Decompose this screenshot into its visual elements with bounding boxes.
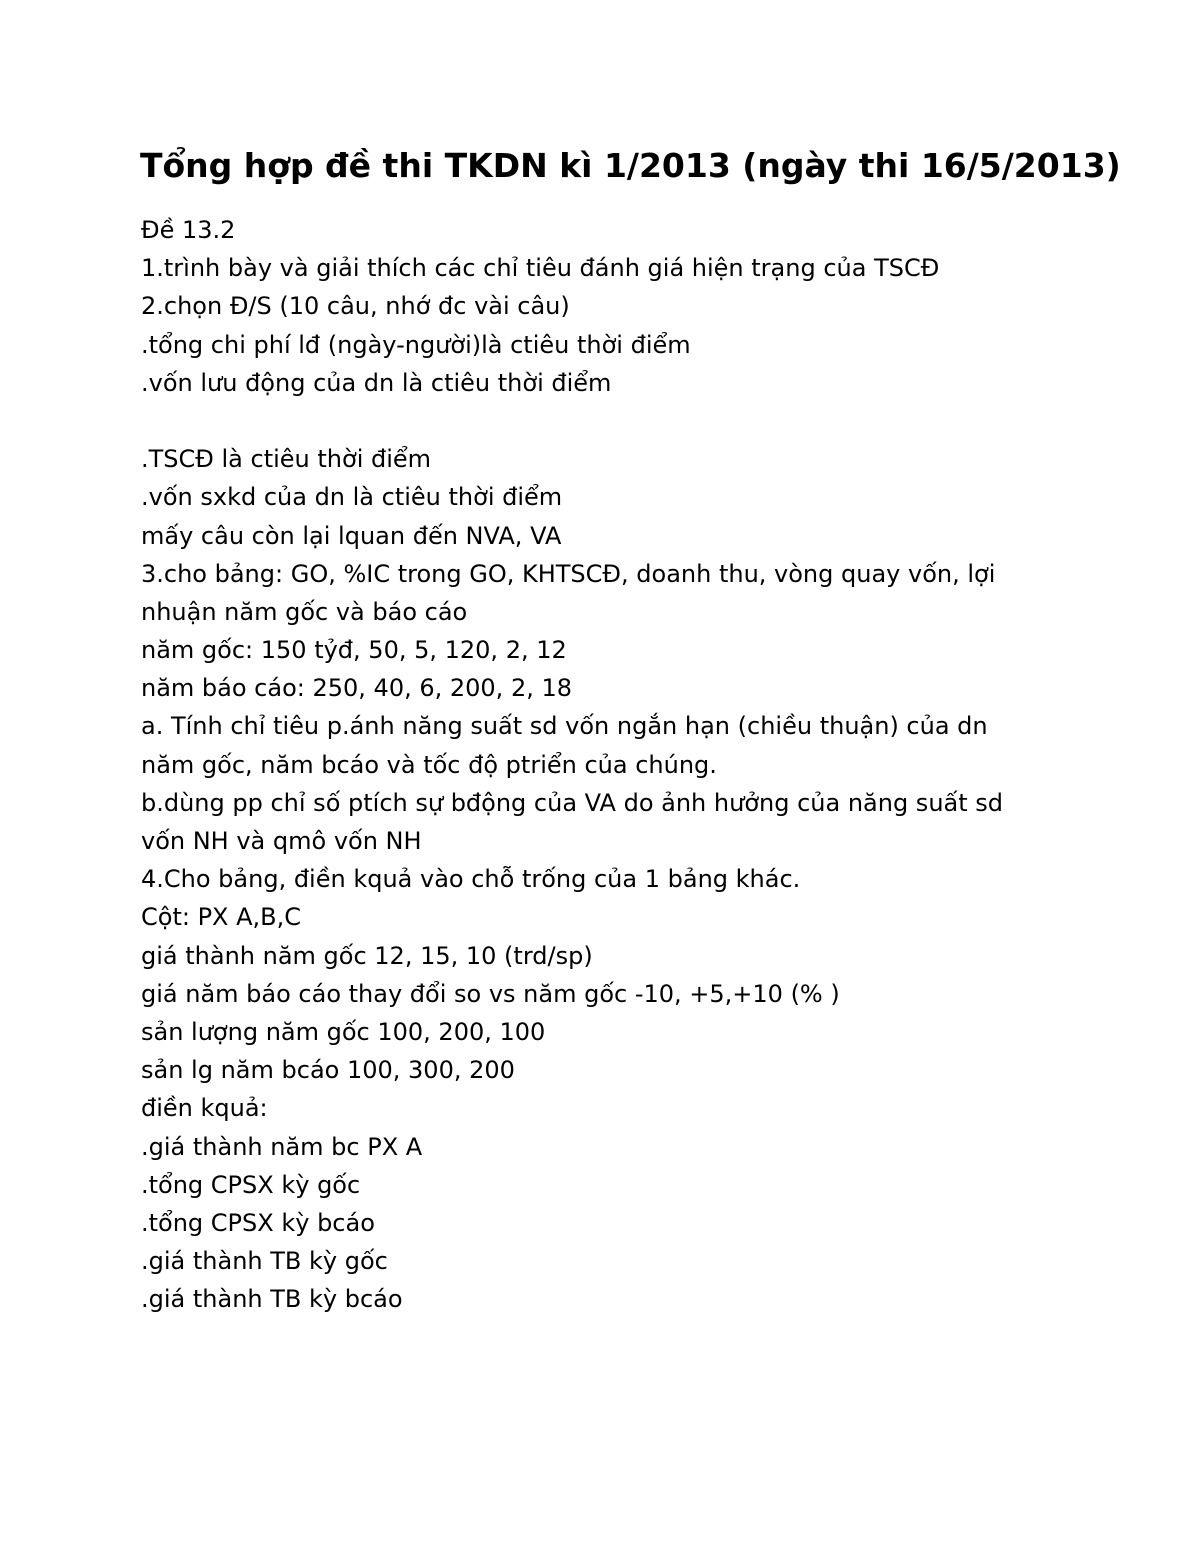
blank-line	[141, 402, 1071, 440]
text-line: b.dùng pp chỉ số ptích sự bđộng của VA do ảnh hưởng của năng suất sd	[141, 788, 1004, 817]
text-line: sản lượng năm gốc 100, 200, 100	[141, 1017, 546, 1046]
text-line: Đề 13.2	[141, 216, 236, 244]
text-line: .giá thành TB kỳ bcáo	[141, 1285, 403, 1314]
text-line: năm gốc: 150 tỷđ, 50, 5, 120, 2, 12	[141, 636, 567, 665]
text-line: .giá thành năm bc PX A	[141, 1132, 423, 1161]
text-line: điền kquả:	[141, 1094, 268, 1123]
text-line: 1.trình bày và giải thích các chỉ tiêu đánh giá hiện trạng của TSCĐ	[141, 254, 940, 283]
text-line: sản lg năm bcáo 100, 300, 200	[141, 1056, 515, 1085]
text-line: năm báo cáo: 250, 40, 6, 200, 2, 18	[141, 674, 573, 703]
text-line: .tổng CPSX kỳ gốc	[141, 1170, 361, 1199]
text-line: giá năm báo cáo thay đổi so vs năm gốc -10, +5,+10 (% )	[141, 979, 840, 1008]
text-line: nhuận năm gốc và báo cáo	[141, 597, 468, 626]
text-line: 4.Cho bảng, điền kquả vào chỗ trống của 1 bảng khác.	[141, 865, 801, 894]
text-line: mấy câu còn lại lquan đến NVA, VA	[141, 521, 562, 550]
text-line: 3.cho bảng: GO, %IC trong GO, KHTSCĐ, doanh thu, vòng quay vốn, lợi	[141, 559, 996, 588]
text-line: giá thành năm gốc 12, 15, 10 (trd/sp)	[141, 941, 593, 970]
text-line: .vốn lưu động của dn là ctiêu thời điểm	[141, 368, 612, 397]
text-line: .giá thành TB kỳ gốc	[141, 1247, 388, 1276]
text-line: năm gốc, năm bcáo và tốc độ ptriển của chúng.	[141, 750, 717, 779]
text-line: 2.chọn Đ/S (10 câu, nhớ đc vài câu)	[141, 292, 570, 321]
text-line: vốn NH và qmô vốn NH	[141, 827, 422, 855]
text-line: .vốn sxkd của dn là ctiêu thời điểm	[141, 483, 563, 512]
document-body	[141, 211, 1071, 1318]
text-line: .tổng chi phí lđ (ngày-người)là ctiêu thời điểm	[141, 330, 691, 359]
text-line: .TSCĐ là ctiêu thời điểm	[141, 445, 432, 474]
text-line: a. Tính chỉ tiêu p.ánh năng suất sd vốn ngắn hạn (chiều thuận) của dn	[141, 712, 988, 741]
document-title: Tổng hợp đề thi TKDN kì 1/2013 (ngày thi 16/5/2013)	[140, 146, 1121, 185]
text-line: Cột: PX A,B,C	[141, 903, 302, 932]
text-line: .tổng CPSX kỳ bcáo	[141, 1208, 375, 1237]
